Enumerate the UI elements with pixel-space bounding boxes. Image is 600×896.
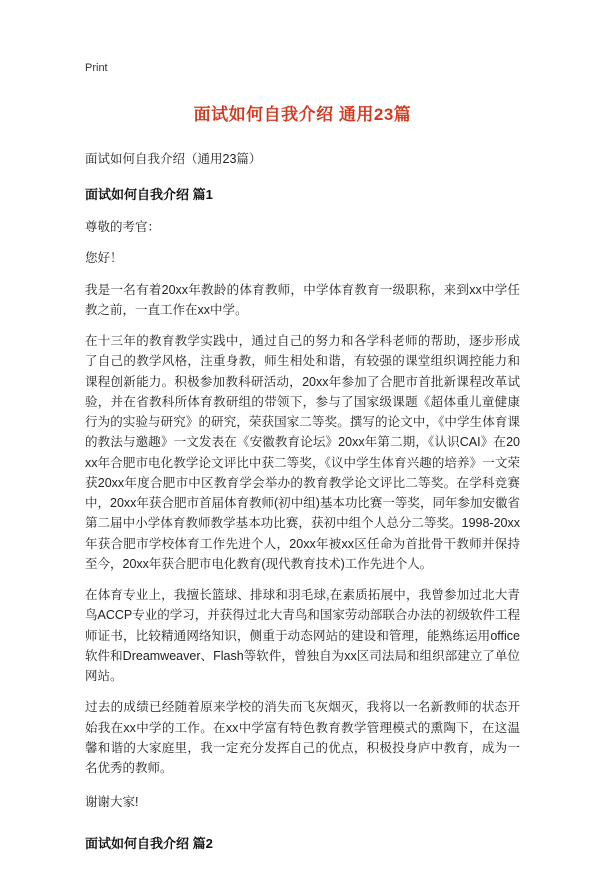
hello-line: 您好！ [85, 251, 123, 266]
paragraph-skills: 在体育专业上，我擅长篮球、排球和羽毛球,在素质拓展中，我曾参加过北大青鸟ACCP专业的学习，并获得过北大青鸟和国家劳动部联合办法的初级软件工程师证书，比较精通网络知识，侧重于动态网站的建设和管理，能熟练运用office软件和Dreamweaver、Flash等软件，曾独自为xx区司法局和组织部建立了单位网站。 [85, 588, 520, 683]
section-heading-1: 面试如何自我介绍 篇1 [85, 187, 213, 202]
thanks-line: 谢谢大家! [85, 795, 139, 810]
print-button[interactable]: Print [85, 62, 108, 74]
section-heading-2: 面试如何自我介绍 篇2 [85, 835, 213, 851]
paragraph-experience: 在十三年的教育教学实践中，通过自己的努力和各学科老师的帮助，逐步形成了自己的教学风格，注重身教，师生相处和谐，有较强的课堂组织调控能力和课程创新能力。积极参加教科研活动，20xx年参加了合肥市首批新课程改革试验，并在省教科所体育教研组的带领下，参与了国家级课题《超体重儿童健康行为的实验与研究》的研究，荣获国家二等奖。撰写的论文中，《中学生体育课的教法与邀趣》一文发表在《安徽教育论坛》20xx年第二期，《认识CAI》在20xx年合肥市电化教学论文评比中获二等奖，《议中学生体育兴趣的培养》一文荣获20xx年度合肥市中区教育学会举办的教育教学论文评比二等奖。在学科竞赛中，20xx年获合肥市首届体育教师(初中组)基本功比赛一等奖，同年参加安徽省第二届中小学体育教师教学基本功比赛，获初中组个人总分二等奖。1998-20xx年获合肥市学校体育工作先进个人，20xx年被xx区任命为首批骨干教师并保持至今，20xx年获合肥市电化教育(现代教育技术)工作先进个人。 [85, 334, 520, 571]
paragraph-intro: 我是一名有着20xx年教龄的体育教师，中学体育教育一级职称，来到xx中学任教之前，一直工作在xx中学。 [85, 282, 520, 317]
paragraph-outlook: 过去的成绩已经随着原来学校的消失而飞灰烟灭，我将以一名新教师的状态开始我在xx中学的工作。在xx中学富有特色教育教学管理模式的熏陶下，在这温馨和谐的大家庭里，我一定充分发挥自己的优点，积极投身庐中教育，成为一名优秀的教师。 [85, 700, 520, 775]
greeting-line: 尊敬的考官： [85, 220, 161, 234]
document-subtitle: 面试如何自我介绍（通用23篇） [85, 152, 262, 166]
document-title: 面试如何自我介绍 通用23篇 [193, 105, 412, 124]
